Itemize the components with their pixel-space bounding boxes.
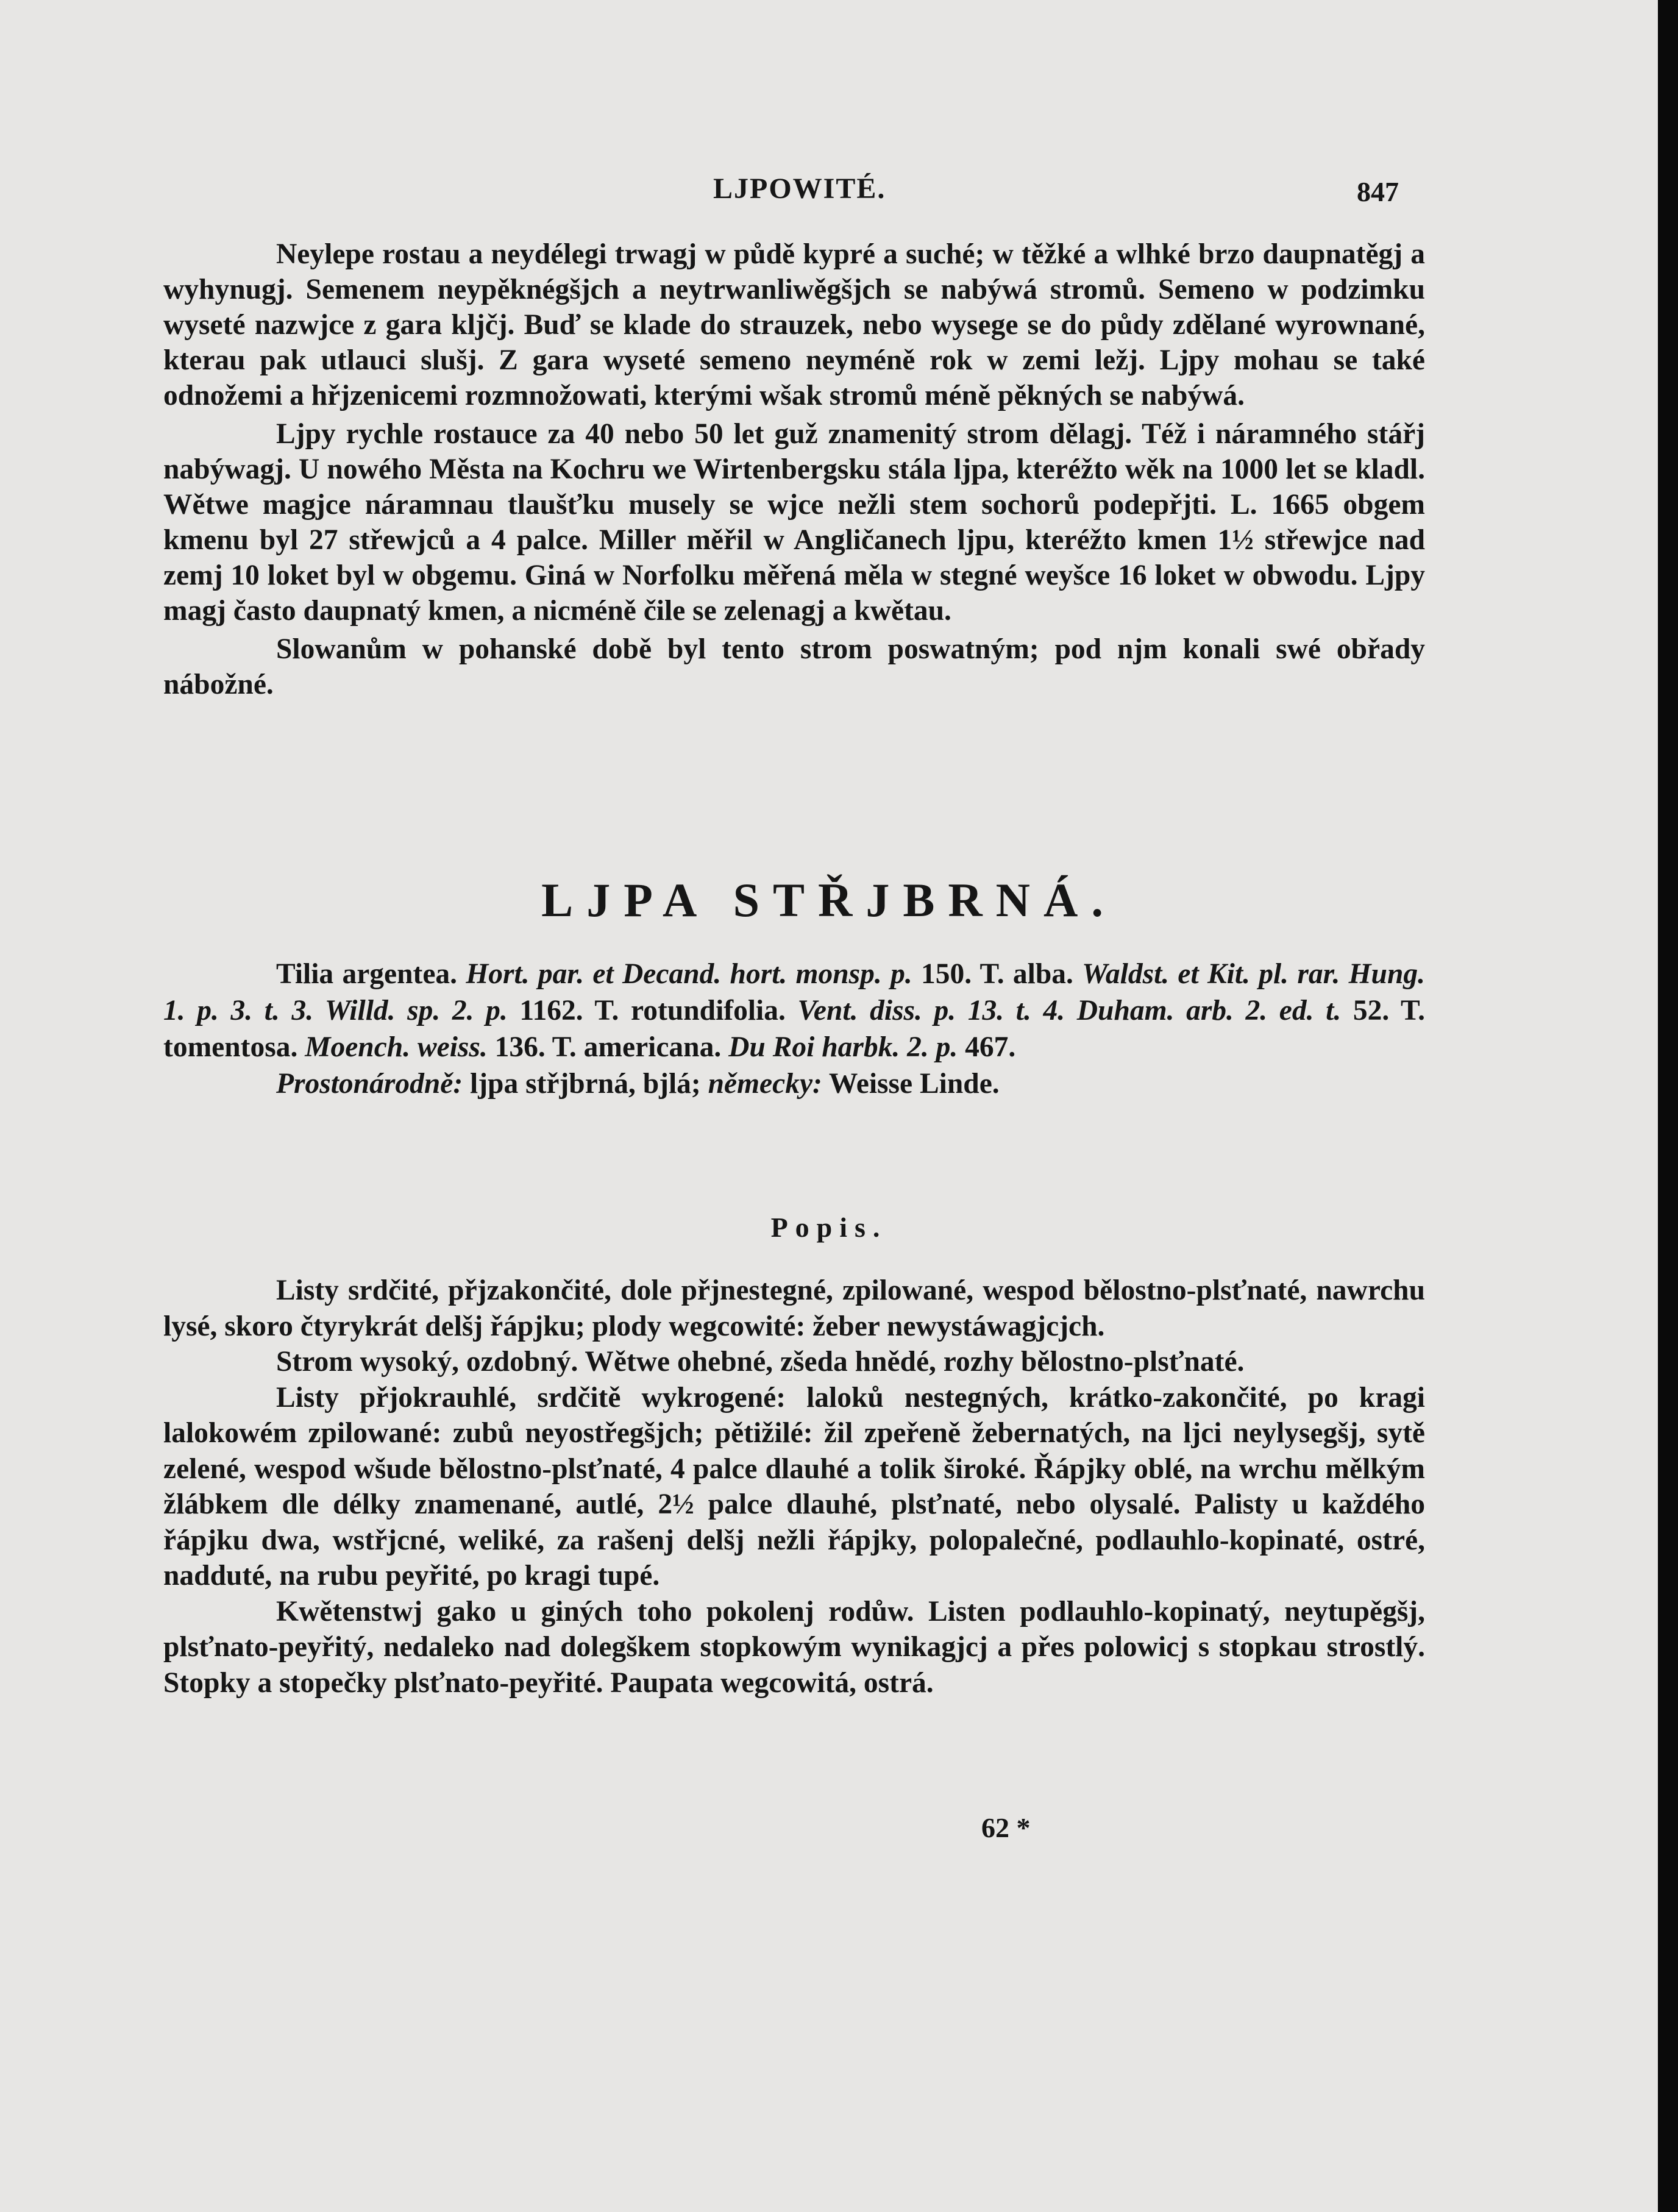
paragraph: Slowanům w pohanské době byl tento strom poswatným; pod njm konali swé obřady nábožné. [163,633,1425,700]
paragraph: Listy srdčité, přjzakončité, dole přjnestegné, zpilowané, wespod bělostno-plsťnaté, nawrchu lysé, skoro čtyrykrát delšj řápjku; plody wegcowité: žeber newystáwagjcjch. [163,1275,1425,1342]
synonymy-paragraph [163,956,1425,1065]
synonym-text: 1162. T. rotundifolia. [519,995,786,1026]
citation: Hort. par. et Decand. hort. monsp. p. [466,958,912,990]
page-number: 847 [1357,176,1399,207]
subheading: Popis. [770,1212,887,1243]
vernacular-names [163,1065,1425,1102]
paragraph: Neylepe rostau a neydélegi trwagj w půdě kypré a suché; w těžké a wlhké brzo daupnatěgj a wyhynugj. Semenem neypěknégšjch a neytrwanliwěgšjch se nabýwá stromů. Semeno w podzimku wyseté nazwjce z gara kljčj. Buď se klade do strauzek, nebo wysege se do půdy zdělané wyrownané, kterau pak utlauci slušj. Z gara wyseté semeno neyméně rok w zemi ležj. Ljpy mohau se také odnožemi a hřjzenicemi rozmnožowati, kterými wšak stromů méně pěkných se nabýwá. [163,238,1425,411]
synonym-text: Tilia argentea. [276,958,458,990]
synonym-text: 467. [965,1031,1016,1063]
citation: Vent. diss. p. 13. t. 4. Duham. arb. 2. ed. t. [797,995,1342,1026]
label: Prostonárodně: [276,1068,463,1100]
page-header [0,172,1658,215]
synonym-text: 136. T. americana. [494,1031,722,1063]
synonym-text: 52. T. tomentosa. [163,995,1425,1063]
signature-mark: 62 * [981,1812,1031,1843]
citation: Waldst. et Kit. pl. rar. Hung. 1. p. 3. t. 3. Willd. sp. 2. p. [163,958,1426,1026]
synonym-text: Weisse Linde. [828,1068,1000,1100]
citation: Du Roi harbk. 2. p. [728,1031,958,1063]
label: německy: [708,1068,822,1100]
section-title: LJPA STŘJBRNÁ. [541,873,1117,926]
intro-text [163,236,1425,702]
running-title: LJPOWITÉ. [713,172,886,205]
description-text [163,1273,1425,1701]
synonymy-block [163,956,1425,1102]
paragraph: Ljpy rychle rostauce za 40 nebo 50 let guž znamenitý strom dělagj. Též i náramného stářj nabýwagj. U nowého Města na Kochru we Wirtenbergsku stála ljpa, kteréžto wěk na 1000 let se kladl. Wětwe magjce náramnau tlaušťku musely se wjce nežli stem sochorů podepřjti. L. 1665 obgem kmenu byl 27 střewjců a 4 palce. Miller měřil w Angličanech ljpu, kteréžto kmen 1½ střewjce nad zemj 10 loket byl w obgemu. Giná w Norfolku měřená měla w stegné weyšce 16 loket w obwodu. Ljpy magj často daupnatý kmen, a nicméně čile se zelenagj a kwětau. [163,418,1425,627]
paragraph: Strom wysoký, ozdobný. Wětwe ohebné, zšeda hnědé, rozhy bělostno-plsťnaté. [276,1346,1245,1378]
synonym-text: ljpa střjbrná, bjlá; [470,1068,701,1100]
synonym-text: 150. T. alba. [921,958,1073,990]
citation: Moench. weiss. [305,1031,488,1063]
paragraph: Listy přjokrauhlé, srdčitě wykrogené: laloků nestegných, krátko-zakončité, po kragi lalokowém zpilowané: zubů neyostřegšjch; pětižilé: žil zpeřeně žebernatých, na ljci neylysegšj, sytě zelené, wespod wšude bělostno-plsťnaté, 4 palce dlauhé a tolik široké. Řápjky oblé, na wrchu mělkým žlábkem dle délky znamenané, autlé, 2½ palce dlauhé, plsťnaté, nebo olysalé. Palisty u každého řápjku dwa, wstřjcné, weliké, za rašenj delšj nežli řápjky, polopalečné, podlauhlo-kopinaté, ostré, nadduté, na rubu peyřité, po kragi tupé. [163,1381,1425,1591]
paragraph: Kwětenstwj gako u giných toho pokolenj rodůw. Listen podlauhlo-kopinatý, neytupěgšj, plsťnato-peyřitý, nedaleko nad dolegškem stopkowým wynikagjcj a přes polowicj s stopkau strostlý. Stopky a stopečky plsťnato-peyřité. Paupata wegcowitá, ostrá. [163,1595,1425,1699]
